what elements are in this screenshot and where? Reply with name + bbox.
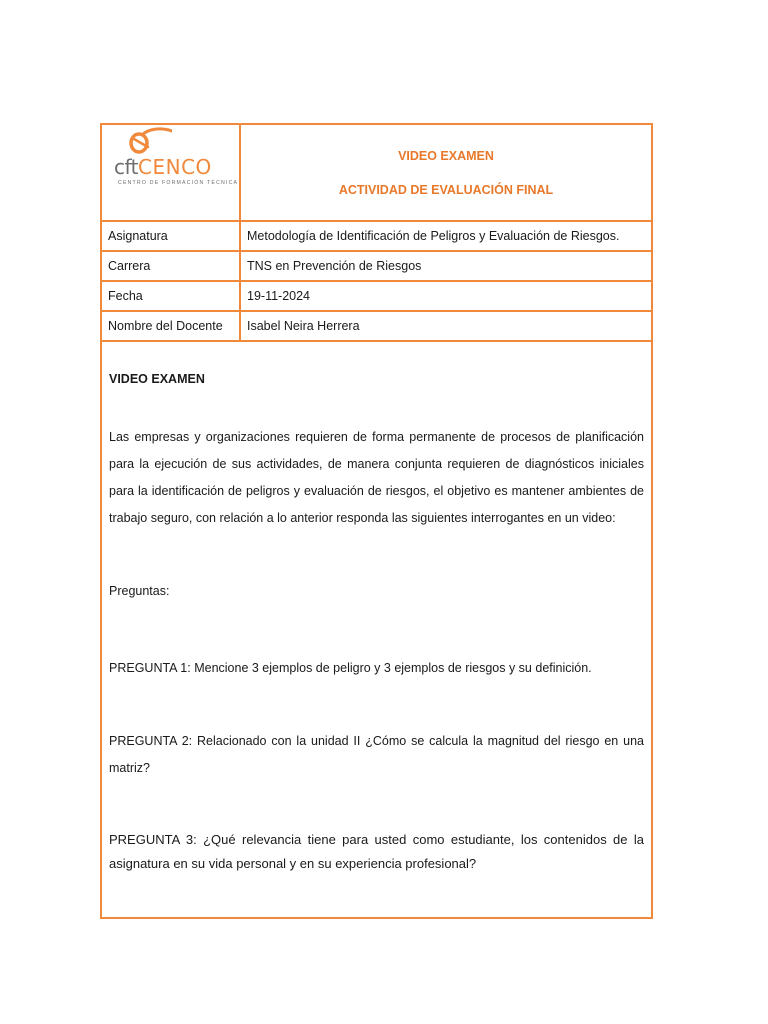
info-label: Nombre del Docente [102, 311, 240, 341]
section-title: VIDEO EXAMEN [109, 372, 205, 386]
question-1: PREGUNTA 1: Mencione 3 ejemplos de peligro y 3 ejemplos de riesgos y su definición. [109, 661, 592, 675]
logo-cell [102, 125, 240, 221]
info-value: Isabel Neira Herrera [240, 311, 651, 341]
info-row-asignatura [102, 221, 651, 251]
header-table [102, 125, 651, 342]
info-label: Carrera [102, 251, 240, 281]
info-row-carrera [102, 251, 651, 281]
preguntas-label: Preguntas: [109, 584, 170, 598]
intro-paragraph: Las empresas y organizaciones requieren de forma permanente de procesos de planificación para la ejecución de sus actividades, de manera conjunta requieren de diagnósticos iniciales para la identificación de peligros y evaluación de riesgos, el objetivo es mantener ambientes de trabajo seguro, con relación a lo anterior responda las siguientes interrogantes en un video: [109, 430, 644, 525]
info-value: Metodología de Identificación de Peligros y Evaluación de Riesgos. [240, 221, 651, 251]
info-value: 19-11-2024 [240, 281, 651, 311]
info-value: TNS en Prevención de Riesgos [240, 251, 651, 281]
cftcenco-logo [102, 125, 242, 220]
document-frame [100, 123, 653, 919]
document-title: VIDEO EXAMEN [398, 148, 494, 163]
exam-body [102, 342, 651, 876]
info-row-docente [102, 311, 651, 341]
question-2: PREGUNTA 2: Relacionado con la unidad II ¿Cómo se calcula la magnitud del riesgo en una matriz? [109, 734, 644, 775]
document-subtitle: ACTIVIDAD DE EVALUACIÓN FINAL [338, 182, 554, 197]
info-label: Fecha [102, 281, 240, 311]
question-3: PREGUNTA 3: ¿Qué relevancia tiene para usted como estudiante, los contenidos de la asignatura en su vida personal y en su experiencia profesional? [109, 832, 644, 871]
logo-wordmark [114, 155, 212, 179]
logo-cft-text: cft [114, 155, 139, 179]
logo-cenco-text: CENCO [138, 155, 212, 179]
info-row-fecha [102, 281, 651, 311]
info-label: Asignatura [102, 221, 240, 251]
title-cell [240, 125, 651, 221]
logo-tagline: CENTRO DE FORMACIÓN TÉCNICA [118, 180, 239, 186]
